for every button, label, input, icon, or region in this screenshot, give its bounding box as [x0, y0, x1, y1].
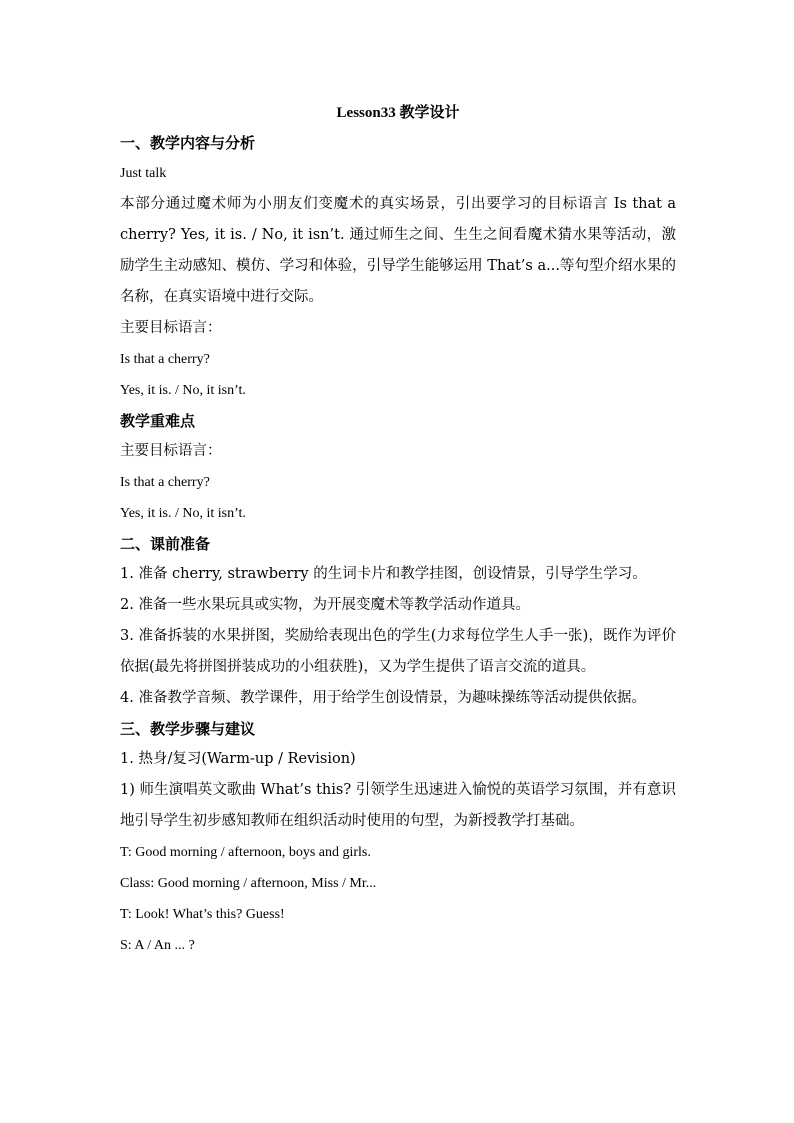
dialogue-line: S: A / An ... ? — [120, 938, 195, 953]
step-paragraph: 1) 师生演唱英文歌曲 What’s this? 引领学生迅速进入愉悦的英语学习氛围，并有意识地引导学生初步感知教师在组织活动时使用的句型，为新授教学打基础。 — [120, 782, 676, 829]
preparation-item: 1. 准备 cherry, strawberry 的生词卡片和教学挂图，创设情景，引导学生学习。 — [120, 566, 647, 582]
target-language-label: 主要目标语言： — [120, 443, 222, 459]
target-line: Yes, it is. / No, it isn’t. — [120, 506, 246, 521]
analysis-paragraph: 本部分通过魔术师为小朋友们变魔术的真实场景，引出要学习的目标语言 Is that a cherry? Yes, it is. / No, it isn’t. 通过师生之间、生生之间看魔术猜水果等活动，激励学生主动感知、模仿、学习和体验，引导学生能够运用 That’s a...等句型介绍水果的名称，在真实语境中进行交际。 — [120, 196, 676, 305]
step-heading: 1. 热身/复习(Warm-up / Revision) — [120, 751, 356, 767]
preparation-item: 3. 准备拆装的水果拼图，奖励给表现出色的学生(力求每位学生人手一张)，既作为评价依据(最先将拼图拼装成功的小组获胜)，又为学生提供了语言交流的道具。 — [120, 628, 676, 675]
target-line: Is that a cherry? — [120, 475, 210, 490]
subtitle-just-talk: Just talk — [120, 166, 167, 181]
dialogue-line: T: Look! What’s this? Guess! — [120, 907, 285, 922]
dialogue-line: Class: Good morning / afternoon, Miss / Mr... — [120, 876, 377, 891]
section-heading-preparation: 二、课前准备 — [120, 535, 211, 553]
target-line: Is that a cherry? — [120, 352, 210, 367]
section-heading-key-points: 教学重难点 — [120, 412, 196, 430]
document-body — [120, 100, 676, 961]
target-line: Yes, it is. / No, it isn’t. — [120, 383, 246, 398]
preparation-item: 2. 准备一些水果玩具或实物，为开展变魔术等教学活动作道具。 — [120, 597, 530, 613]
section-heading-content-analysis: 一、教学内容与分析 — [120, 134, 256, 152]
target-language-label: 主要目标语言： — [120, 320, 222, 336]
dialogue-line: T: Good morning / afternoon, boys and girls. — [120, 845, 371, 860]
page-title: Lesson33 教学设计 — [336, 105, 460, 121]
section-heading-steps: 三、教学步骤与建议 — [120, 720, 256, 738]
preparation-item: 4. 准备教学音频、教学课件，用于给学生创设情景，为趣味操练等活动提供依据。 — [120, 690, 646, 706]
